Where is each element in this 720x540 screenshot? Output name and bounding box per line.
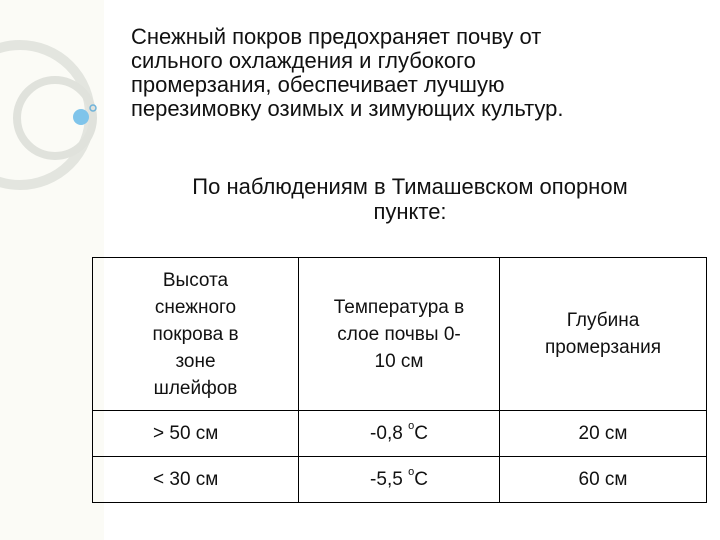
paragraph-line: Снежный покров предохраняет почву от (131, 24, 542, 49)
header-line: 10 см (374, 350, 424, 372)
table-row (93, 411, 707, 457)
header-line: слое почвы 0- (337, 323, 461, 345)
header-line: зоне (175, 350, 216, 372)
temp-unit: С (414, 422, 428, 444)
cell-temperature (299, 457, 500, 503)
header-line: снежного (154, 296, 237, 318)
header-snow-height (93, 258, 299, 411)
header-line: шлейфов (153, 377, 238, 399)
paragraph-line: промерзания, обеспечивает лучшую (131, 72, 505, 97)
header-line: покрова в (152, 323, 239, 345)
cell-freeze-depth: 20 см (500, 411, 707, 457)
paragraph-line: перезимовку озимых и зимующих культур. (131, 96, 564, 121)
section-heading (110, 174, 710, 224)
heading-line: По наблюдениям в Тимашевском опорном (192, 174, 628, 199)
header-soil-temperature (299, 258, 500, 411)
paragraph-line: сильного охлаждения и глубокого (131, 48, 476, 73)
temp-value: -0,8 (370, 422, 403, 444)
degree-sup: о (408, 465, 415, 478)
header-line: Глубина (566, 310, 640, 331)
degree-sup: о (408, 419, 415, 432)
header-line: Температура в (333, 296, 465, 318)
cell-freeze-depth: 60 см (500, 457, 707, 503)
temp-value: -5,5 (370, 468, 403, 490)
temp-unit: С (414, 468, 428, 490)
decorative-rings (0, 0, 120, 200)
cell-snow-height: > 50 см (93, 411, 299, 457)
header-freeze-depth (500, 258, 707, 411)
header-line: промерзания (544, 337, 662, 358)
decor-dot-blue (73, 109, 89, 125)
cell-snow-height: < 30 см (93, 457, 299, 503)
table-header-row (93, 258, 707, 411)
cell-temperature (299, 411, 500, 457)
snow-data-table (92, 257, 707, 503)
header-line: Высота (162, 269, 229, 291)
heading-line: пункте: (373, 199, 447, 224)
intro-paragraph (131, 25, 711, 121)
table-row (93, 457, 707, 503)
